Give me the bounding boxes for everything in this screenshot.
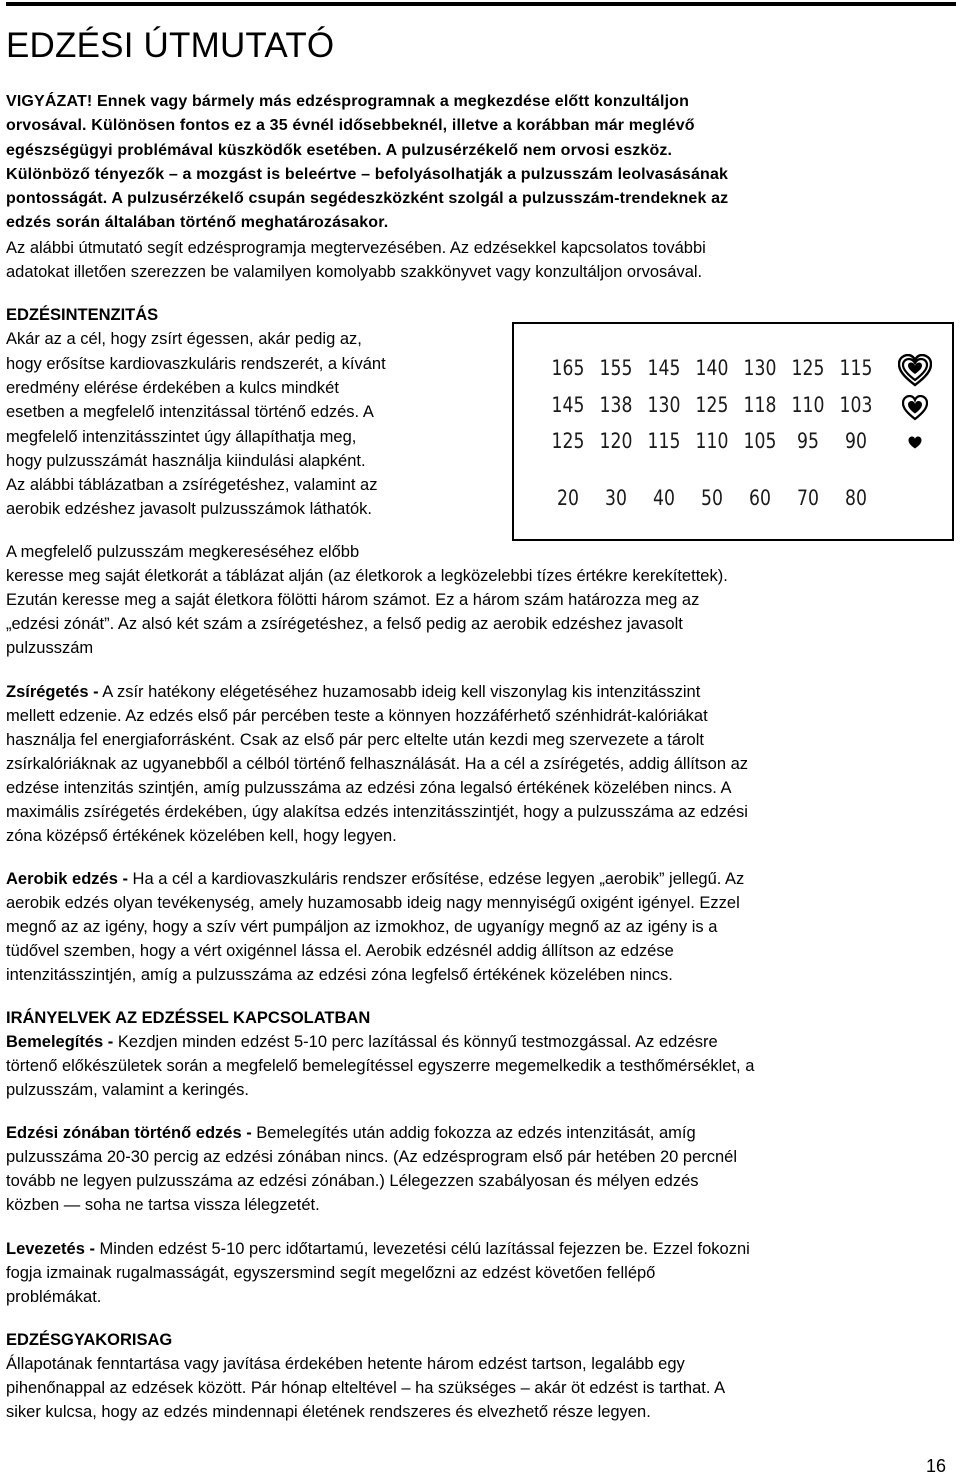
page-number: 16 (926, 1456, 947, 1476)
aerobic-line: intenzitásszintjén, amíg a pulzusszáma az edzési zóna legfelső értékének közelében nincs. (6, 966, 673, 984)
hr-value: 165 (551, 356, 585, 380)
howto-line: „edzési zónát”. Az alsó két szám a zsírégetéshez, a felső pedig az aerobik edzéshez javasolt (6, 615, 683, 633)
howto-line: pulzusszám (6, 639, 94, 657)
hr-value: 120 (599, 429, 633, 453)
intensity-line: hogy erősítse kardiovaszkuláris rendszerét, a kívánt (6, 355, 386, 373)
intensity-line: Akár az a cél, hogy zsírt égessen, akár pedig az, (6, 330, 362, 348)
aerobic-line: megnő az az igény, hogy a szív vért pumpáljon az izmokhoz, de ugyanígy megnő az az igény is a (6, 918, 718, 936)
fatburn-label: Zsírégetés - (6, 683, 99, 701)
zone-line: pulzusszáma 20-30 percig az edzési zónában nincs. (Az edzésprogram első pár hetében 20 percnél (6, 1148, 738, 1166)
age-value: 20 (557, 486, 579, 510)
hr-value: 130 (647, 393, 681, 417)
cooldown-line: fogja izmainak rugalmasságát, egyszersmind segít megelőzni az edzést követően fellépő (6, 1264, 656, 1282)
hr-value: 130 (743, 356, 777, 380)
hr-value: 90 (845, 429, 867, 453)
hr-value: 110 (791, 393, 825, 417)
frequency-line: siker kulcsa, hogy az edzés mindennapi életének rendszeres és elvezhető része legyen. (6, 1403, 651, 1421)
warmup-line (6, 1030, 952, 1054)
age-value: 50 (701, 486, 723, 510)
intro-line: adatokat illetően szerezzen be valamilyen komolyabb szakkönyvet vagy konzultáljon orvosával. (6, 263, 703, 281)
top-rule (6, 2, 956, 6)
double-heart-icon (902, 395, 928, 421)
hr-value: 145 (551, 393, 585, 417)
aerobic-text: Ha a cél a kardiovaszkuláris rendszer erősítése, edzése legyen „aerobik” jellegű. Az (127, 870, 745, 888)
warmup-text: Kezdjen minden edzést 5-10 perc lazítással és könnyű testmozgással. Az edzésre (113, 1033, 718, 1051)
zone-label: Edzési zónában történő edzés - (6, 1124, 252, 1142)
frequency-line: Állapotának fenntartása vagy javítása érdekében hetente három edzést tartson, legalább egy (6, 1355, 685, 1373)
intensity-line: Az alábbi táblázatban a zsírégetéshez, valamint az (6, 476, 378, 494)
hr-value: 125 (791, 356, 825, 380)
cooldown-label: Levezetés - (6, 1240, 95, 1258)
howto-line: A megfelelő pulzusszám megkereséséhez előbb (6, 543, 360, 561)
cooldown-text: Minden edzést 5-10 perc időtartamú, levezetési célú lazítással fejezzen be. Ezzel fokozni (94, 1240, 750, 1258)
intensity-line: aerobik edzéshez javasolt pulzusszámok láthatók. (6, 500, 372, 518)
hr-value: 103 (839, 393, 873, 417)
intensity-heading: EDZÉSINTENZITÁS (6, 306, 159, 324)
hr-value: 115 (839, 356, 873, 380)
warning-line: edzés során általában történő meghatározásakor. (6, 214, 389, 231)
fatburn-line: edzése intenzitás szintjén, amíg pulzusszáma az edzési zóna legalsó értékének közelében nincs. A (6, 779, 732, 797)
hr-value: 125 (551, 429, 585, 453)
aerobic-line: aerobik edzés olyan tevékenység, amely huzamosabb ideig nagy mennyiségű oxigént igényel. Ezzel (6, 894, 740, 912)
intensity-line: hogy pulzusszámát használja kiindulási alapként. (6, 452, 366, 470)
cooldown-line: problémákat. (6, 1288, 102, 1306)
age-value: 40 (653, 486, 675, 510)
age-value: 60 (749, 486, 771, 510)
zone-line: közben — soha ne tartsa vissza lélegzetét. (6, 1196, 320, 1214)
hr-value: 110 (695, 429, 729, 453)
warning-line: pontosságát. A pulzusérzékelő csupán segédeszközként szolgál a pulzusszám-trendeknek az (6, 190, 729, 207)
fatburn-text: A zsír hatékony elégetéséhez huzamosabb ideig kell viszonylag kis intenzitásszint (98, 683, 701, 701)
hr-value: 118 (743, 393, 777, 417)
age-value: 70 (797, 486, 819, 510)
hr-value: 125 (695, 393, 729, 417)
warmup-line: törtenő előkészületek során a megfelelő bemelegítéssel egyszerre megemelkedik a testhőmérséklet, a (6, 1057, 755, 1075)
hr-value: 95 (797, 429, 819, 453)
hr-value: 105 (743, 429, 777, 453)
intensity-line: megfelelő intenzitásszintet úgy állapíthatja meg, (6, 428, 357, 446)
fatburn-line: mellett edzenie. Az edzés első pár percében teste a könnyen hozzáférhető szénhidrát-kalóriákat (6, 707, 708, 725)
hr-value: 155 (599, 356, 633, 380)
warning-line: orvosával. Különösen fontos ez a 35 évnél idősebbeknél, illetve a korábban már meglévő (6, 117, 695, 134)
intensity-line: esetben a megfelelő intenzitással történő edzés. A (6, 403, 374, 421)
cooldown-line (6, 1237, 952, 1261)
triple-heart-icon (898, 354, 932, 388)
guidelines-heading: IRÁNYELVEK AZ EDZÉSSEL KAPCSOLATBAN (6, 1009, 371, 1027)
aerobic-line (6, 867, 952, 891)
fatburn-line: zóna középső értékének közelében kell, hogy legyen. (6, 827, 397, 845)
zone-line (6, 1121, 952, 1145)
hr-value: 140 (695, 356, 729, 380)
frequency-line: pihenőnappal az edzések között. Pár hónap elteltével – ha szükséges – akár öt edzést is tarthat. A (6, 1379, 726, 1397)
aerobic-label: Aerobik edzés - (6, 870, 128, 888)
zone-text: Bemelegítés után addig fokozza az edzés intenzitását, amíg (251, 1124, 696, 1142)
warning-line: VIGYÁZAT! Ennek vagy bármely más edzésprogramnak a megkezdése előtt konzultáljon (6, 93, 690, 110)
age-value: 30 (605, 486, 627, 510)
frequency-heading: EDZÉSGYAKORISAG (6, 1331, 173, 1349)
warmup-label: Bemelegítés - (6, 1033, 114, 1051)
page-title: EDZÉSI ÚTMUTATÓ (6, 26, 335, 65)
heart-rate-table (512, 322, 954, 541)
warning-line: Különböző tényezők – a mozgást is beleértve – befolyásolhatják a pulzusszám leolvasásának (6, 166, 729, 183)
single-heart-icon (908, 436, 922, 449)
aerobic-line: tüdővel szemben, hogy a vért oxigénnel lássa el. Aerobik edzésnél addig állítson az edzése (6, 942, 674, 960)
hr-value: 138 (599, 393, 633, 417)
warmup-line: pulzusszám, valamint a keringés. (6, 1081, 250, 1099)
hr-value: 115 (647, 429, 681, 453)
warning-line: egészségügyi problémával küszködők esetében. A pulzusérzékelő nem orvosi eszköz. (6, 142, 673, 159)
howto-line: Ezután keresse meg a saját életkora fölötti három számot. Ez a három szám határozza meg az (6, 591, 700, 609)
fatburn-line: használja fel energiaforrásként. Csak az első pár perc eltelte után kezdi meg szervezete a tárolt (6, 731, 704, 749)
fatburn-line (6, 680, 952, 704)
fatburn-line: zsírkalóriáknak az ugyanebből a célból történő felhasználását. Ha a cél a zsírégetés, addig állítson az (6, 755, 749, 773)
intro-line: Az alábbi útmutató segít edzésprogramja megtervezésében. Az edzésekkel kapcsolatos további (6, 239, 706, 257)
fatburn-line: maximális zsírégetés érdekében, úgy alakítsa edzés intenzitásszintjét, hogy a pulzusszáma az edzési (6, 803, 748, 821)
intensity-line: eredmény elérése érdekében a kulcs mindkét (6, 379, 339, 397)
hr-value: 145 (647, 356, 681, 380)
howto-line: keresse meg saját életkorát a táblázat alján (az életkorok a legközelebbi tízes értékre kerekítettek). (6, 567, 728, 585)
age-value: 80 (845, 486, 867, 510)
zone-line: tovább ne legyen pulzusszáma az edzési zónában.) Lélegezzen szabályosan és mélyen edzés (6, 1172, 699, 1190)
